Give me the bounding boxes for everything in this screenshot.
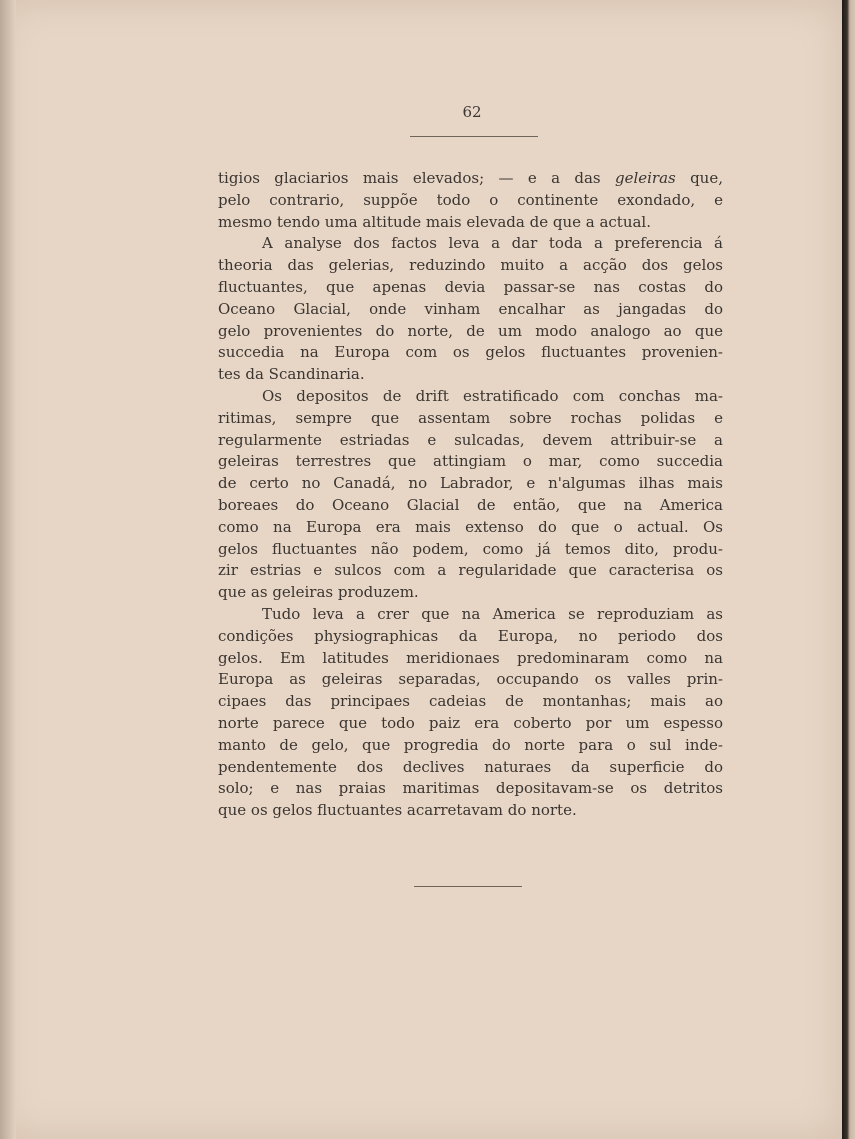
text-line: que as geleiras produzem.	[218, 583, 419, 602]
text-line: ritimas, sempre que assentam sobre rochas polidas e	[218, 408, 723, 427]
text-line: que os gelos fluctuantes acarretavam do norte.	[218, 801, 577, 820]
text-line: theoria das gelerias, reduzindo muito a acção dos gelos	[218, 256, 723, 275]
text-line: mesmo tendo uma altitude mais elevada de que a actual.	[218, 212, 652, 231]
text-line: Oceano Glacial, onde vinham encalhar as jangadas do	[218, 299, 723, 318]
text-line: norte parece que todo paiz era coberto por um espesso	[218, 713, 723, 732]
text-line: gelos fluctuantes não podem, como já temos dito, produ-	[218, 539, 723, 558]
text-line: Europa as geleiras separadas, occupando os valles prin-	[218, 670, 723, 689]
text-line: fluctuantes, que apenas devia passar-se nas costas do	[218, 277, 723, 296]
text-line: pelo contrario, suppõe todo o continente exondado, e	[218, 190, 723, 209]
paragraph-first-line: Os depositos de drift estratificado com conchas ma-	[262, 386, 723, 405]
body-text	[218, 168, 723, 822]
text-line: condições physiographicas da Europa, no periodo dos	[218, 626, 723, 645]
text-line: succedia na Europa com os gelos fluctuantes provenien-	[218, 343, 723, 362]
paragraph-first-line: Tudo leva a crer que na America se reproduziam as	[262, 604, 723, 623]
page-number: 62	[462, 103, 482, 121]
text-line: cipaes das principaes cadeias de montanhas; mais ao	[218, 692, 723, 711]
text-line: solo; e nas praias maritimas depositavam-se os detritos	[218, 779, 723, 798]
text-line: pendentemente dos declives naturaes da superficie do	[218, 757, 723, 776]
paragraph-first-line: A analyse dos factos leva a dar toda a preferencia á	[262, 234, 723, 253]
text-line: zir estrias e sulcos com a regularidade que caracterisa os	[218, 561, 723, 580]
text-line: manto de gelo, que progredia do norte para o sul inde-	[218, 735, 723, 754]
text-line: tigios glaciarios mais elevados; — e a das geleiras que,	[218, 169, 723, 187]
text-line: tes da Scandinaria.	[218, 365, 365, 384]
text-line: como na Europa era mais extenso do que o actual. Os	[218, 517, 723, 536]
page-binding-shadow	[0, 0, 16, 1139]
header-rule	[410, 136, 538, 137]
facing-page-edge	[842, 0, 855, 1139]
text-line: boreaes do Oceano Glacial de então, que na America	[218, 495, 723, 514]
italic-word: geleiras	[614, 169, 676, 187]
footer-rule	[414, 886, 522, 887]
text-line: regularmente estriadas e sulcadas, devem attribuir-se a	[218, 430, 723, 449]
text-line: de certo no Canadá, no Labrador, e n'algumas ilhas mais	[218, 474, 723, 493]
text-line: gelos. Em latitudes meridionaes predominaram como na	[218, 648, 723, 667]
text-line: gelo provenientes do norte, de um modo analogo ao que	[218, 321, 723, 340]
text-line: geleiras terrestres que attingiam o mar, como succedia	[218, 452, 723, 471]
